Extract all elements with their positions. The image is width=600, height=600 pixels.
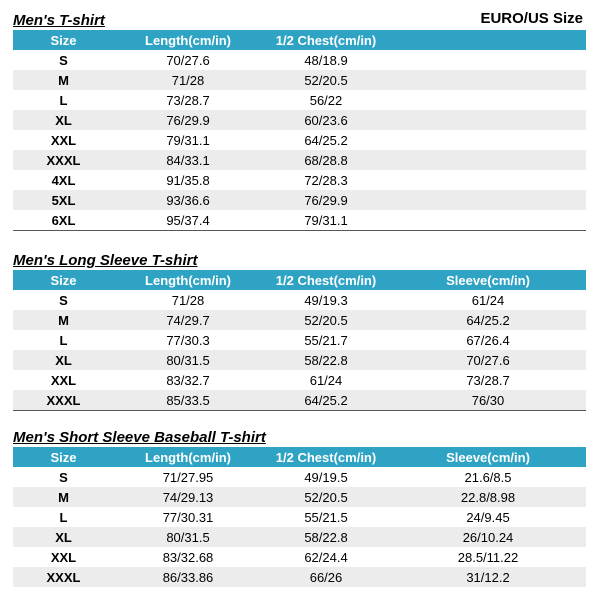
sleeve-cell [390, 130, 586, 150]
header-chest: 1/2 Chest(cm/in) [262, 447, 390, 467]
header-length: Length(cm/in) [114, 30, 262, 50]
sleeve-cell [390, 210, 586, 231]
sleeve-cell: 61/24 [471, 292, 505, 308]
size-cell: M [13, 310, 114, 330]
table-row [13, 527, 586, 547]
header-empty [390, 30, 586, 50]
size-cell: XL [13, 110, 114, 130]
tshirt-section [13, 12, 586, 231]
table-row [13, 110, 586, 130]
sleeve-cell [390, 70, 586, 90]
table-row [13, 467, 586, 487]
size-cell: XXL [50, 372, 77, 388]
size-cell: XXL [50, 132, 77, 148]
header-chest: 1/2 Chest(cm/in) [262, 270, 390, 290]
length-cell: 83/32.68 [162, 549, 214, 565]
chest-cell: 49/19.5 [304, 469, 348, 485]
table-row [13, 547, 586, 567]
size-cell: XXXL [13, 567, 114, 587]
chest-cell: 61/24 [309, 372, 343, 388]
header-row [13, 270, 586, 290]
sleeve-cell: 24/9.45 [466, 509, 510, 525]
chest-cell: 60/23.6 [262, 110, 390, 130]
chest-cell: 55/21.7 [304, 332, 348, 348]
table-row [13, 390, 586, 411]
table-row [13, 70, 586, 90]
length-cell: 91/35.8 [166, 172, 210, 188]
sleeve-cell: 73/28.7 [466, 372, 510, 388]
header-size: Size [13, 30, 114, 50]
table-row [13, 290, 586, 310]
table-row [13, 190, 586, 210]
table-row [13, 310, 586, 330]
chest-cell: 64/25.2 [304, 132, 348, 148]
sleeve-cell: 31/12.2 [390, 567, 586, 587]
header-row [13, 447, 586, 467]
size-cell: XXXL [13, 390, 114, 411]
size-cell: M [13, 70, 114, 90]
chest-cell: 49/19.3 [304, 292, 348, 308]
header-length: Length(cm/in) [114, 270, 262, 290]
length-cell: 77/30.3 [166, 332, 210, 348]
header-size: Size [13, 270, 114, 290]
table-row [13, 350, 586, 370]
section-title: Men's Long Sleeve T-shirt [13, 252, 198, 269]
size-table [13, 30, 586, 231]
chest-cell: 66/26 [262, 567, 390, 587]
size-cell: S [59, 292, 68, 308]
sleeve-cell: 76/30 [390, 390, 586, 411]
table-row [13, 567, 586, 587]
size-cell: L [59, 332, 68, 348]
chest-cell: 79/31.1 [304, 212, 348, 228]
length-cell: 74/29.7 [114, 310, 262, 330]
length-cell: 84/33.1 [114, 150, 262, 170]
size-cell: XXXL [13, 150, 114, 170]
size-cell: S [59, 469, 68, 485]
header-sleeve: Sleeve(cm/in) [390, 270, 586, 290]
length-cell: 93/36.6 [114, 190, 262, 210]
size-cell: L [59, 509, 68, 525]
sleeve-cell [390, 90, 586, 110]
sleeve-cell [390, 150, 586, 170]
length-cell: 83/32.7 [166, 372, 210, 388]
chest-cell: 58/22.8 [262, 350, 390, 370]
size-standard-note: EURO/US Size [480, 10, 583, 27]
chest-cell: 52/20.5 [262, 70, 390, 90]
size-cell: 4XL [51, 172, 76, 188]
size-cell: XXL [50, 549, 77, 565]
length-cell: 71/28 [114, 70, 262, 90]
length-cell: 71/28 [171, 292, 205, 308]
chest-cell: 52/20.5 [262, 310, 390, 330]
table-row [13, 170, 586, 190]
sleeve-cell [390, 170, 586, 190]
sleeve-cell [390, 190, 586, 210]
sleeve-cell: 67/26.4 [466, 332, 510, 348]
chest-cell: 72/28.3 [304, 172, 348, 188]
length-cell: 86/33.86 [114, 567, 262, 587]
table-row [13, 507, 586, 527]
header-size: Size [13, 447, 114, 467]
length-cell: 85/33.5 [114, 390, 262, 411]
size-cell: XL [13, 527, 114, 547]
length-cell: 80/31.5 [114, 527, 262, 547]
length-cell: 95/37.4 [166, 212, 210, 228]
sleeve-cell [390, 50, 586, 70]
section-title: Men's Short Sleeve Baseball T-shirt [13, 429, 266, 446]
size-cell: 6XL [51, 212, 76, 228]
size-table [13, 270, 586, 411]
table-row [13, 330, 586, 350]
chest-cell: 48/18.9 [304, 52, 348, 68]
header-chest: 1/2 Chest(cm/in) [262, 30, 390, 50]
chest-cell: 52/20.5 [262, 487, 390, 507]
chest-cell: 76/29.9 [262, 190, 390, 210]
length-cell: 76/29.9 [114, 110, 262, 130]
sleeve-cell: 70/27.6 [390, 350, 586, 370]
sleeve-cell: 21.6/8.5 [464, 469, 512, 485]
size-table [13, 447, 586, 587]
chest-cell: 64/25.2 [262, 390, 390, 411]
chest-cell: 58/22.8 [262, 527, 390, 547]
length-cell: 71/27.95 [162, 469, 214, 485]
size-cell: S [59, 52, 68, 68]
table-row [13, 150, 586, 170]
sleeve-cell: 64/25.2 [390, 310, 586, 330]
header-length: Length(cm/in) [114, 447, 262, 467]
header-row [13, 30, 586, 50]
table-row [13, 130, 586, 150]
length-cell: 73/28.7 [166, 92, 210, 108]
length-cell: 80/31.5 [114, 350, 262, 370]
section-title: Men's T-shirt [13, 12, 105, 29]
sleeve-cell: 22.8/8.98 [390, 487, 586, 507]
table-row [13, 50, 586, 70]
size-cell: L [59, 92, 68, 108]
sleeve-cell: 28.5/11.22 [457, 549, 519, 565]
table-row [13, 487, 586, 507]
chest-cell: 56/22 [309, 92, 343, 108]
header-sleeve: Sleeve(cm/in) [390, 447, 586, 467]
long-sleeve-section [13, 252, 586, 411]
chest-cell: 68/28.8 [262, 150, 390, 170]
sleeve-cell [390, 110, 586, 130]
table-row [13, 90, 586, 110]
length-cell: 74/29.13 [114, 487, 262, 507]
length-cell: 70/27.6 [166, 52, 210, 68]
sleeve-cell: 26/10.24 [390, 527, 586, 547]
table-row [13, 370, 586, 390]
size-cell: 5XL [13, 190, 114, 210]
chest-cell: 62/24.4 [304, 549, 348, 565]
length-cell: 77/30.31 [162, 509, 214, 525]
chest-cell: 55/21.5 [304, 509, 348, 525]
baseball-tshirt-section [13, 429, 586, 587]
length-cell: 79/31.1 [166, 132, 210, 148]
size-cell: M [13, 487, 114, 507]
table-row [13, 210, 586, 231]
size-cell: XL [13, 350, 114, 370]
